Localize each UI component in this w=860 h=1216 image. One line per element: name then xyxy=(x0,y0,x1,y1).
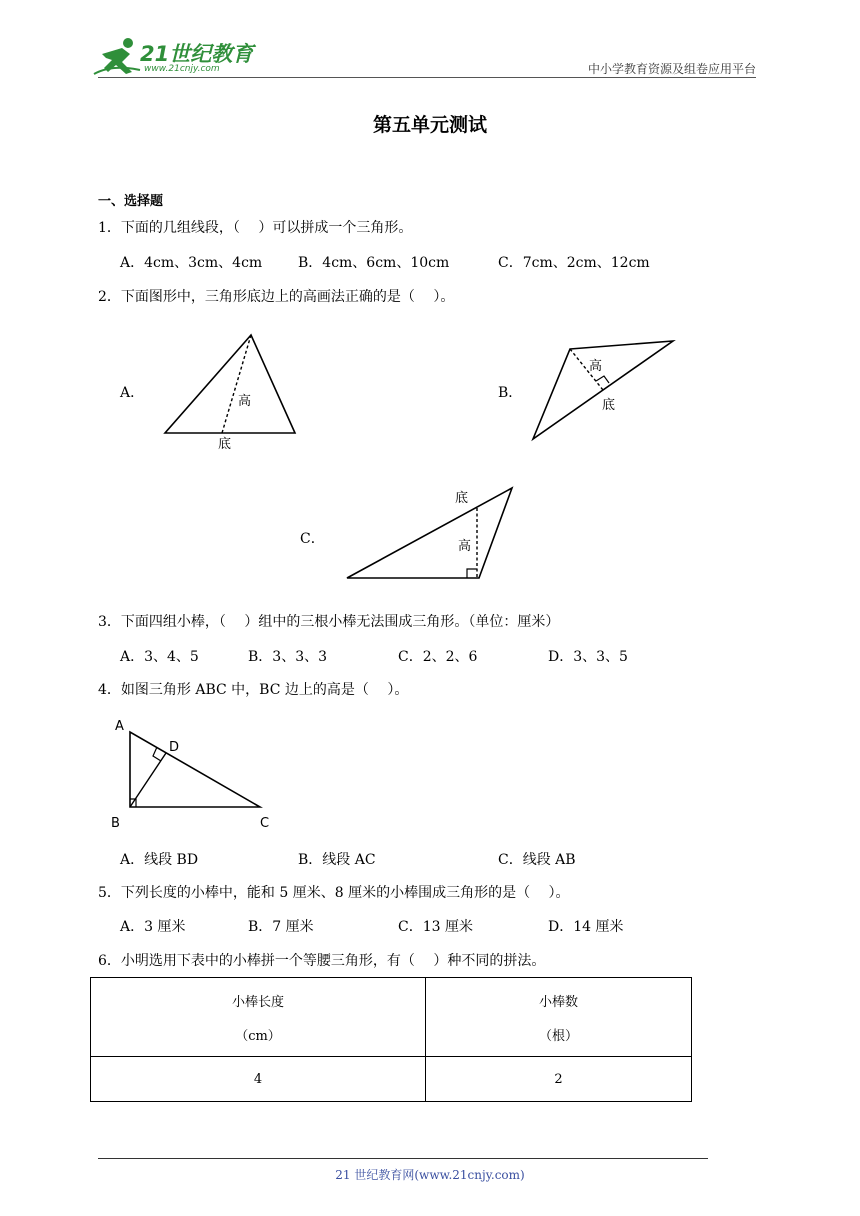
point-c-label: C xyxy=(260,816,270,831)
figure-c-triangle xyxy=(347,488,512,578)
question-2-option-a-label: A． xyxy=(120,385,145,401)
question-3-option-d: D．3、3、5 xyxy=(548,649,628,665)
question-1-option-c: C．7cm、2cm、12cm xyxy=(498,255,650,271)
question-6-stem: 6．小明选用下表中的小棒拼一个等腰三角形，有（ ）种不同的拼法。 xyxy=(98,953,546,969)
question-1-option-a: A．4cm、3cm、4cm xyxy=(120,255,263,271)
question-5-option-c: C．13 厘米 xyxy=(398,919,473,935)
footer-text: 21 世纪教育网(www.21cnjy.com) xyxy=(335,1168,525,1182)
question-1-option-b: B．4cm、6cm、10cm xyxy=(298,255,450,271)
table-header-row xyxy=(91,978,692,1057)
header-length-line1: 小棒长度 xyxy=(231,994,284,1010)
question-4-option-b: B．线段 AC xyxy=(298,852,376,868)
page-title: 第五单元测试 xyxy=(372,114,487,136)
question-4-stem: 4．如图三角形 ABC 中，BC 边上的高是（ ）。 xyxy=(98,682,409,698)
table-header-length xyxy=(91,978,426,1057)
figure-c-base-label: 底 xyxy=(455,491,469,506)
question-2-option-b-label: B． xyxy=(498,385,523,401)
header-count-line1: 小棒数 xyxy=(538,994,578,1010)
figure-a-base-label: 底 xyxy=(218,437,232,452)
question-5-option-d: D．14 厘米 xyxy=(548,919,624,935)
point-b-label: B xyxy=(111,816,120,831)
question-3-option-c: C．2、2、6 xyxy=(398,649,478,665)
question-5-option-a: A．3 厘米 xyxy=(120,919,186,935)
figure-a-triangle xyxy=(165,335,295,452)
question-1-stem: 1．下面的几组线段，（ ）可以拼成一个三角形。 xyxy=(98,220,413,236)
logo-text: 21世纪教育 xyxy=(140,42,254,66)
question-2-figures xyxy=(0,0,860,600)
figure-a-height-label: 高 xyxy=(238,394,252,409)
point-a-label: A xyxy=(115,719,124,734)
figure-b-base-label: 底 xyxy=(602,398,616,413)
question-2-option-c-label: C． xyxy=(300,531,325,547)
point-d-label: D xyxy=(169,740,180,755)
question-3-option-b: B．3、3、3 xyxy=(248,649,328,665)
table-header-count xyxy=(426,978,692,1057)
table-cell-count: 2 xyxy=(426,1057,692,1102)
question-4-option-c: C．线段 AB xyxy=(498,852,576,868)
question-4-figure xyxy=(100,710,290,835)
header-platform-text: 中小学教育资源及组卷应用平台 xyxy=(587,62,756,76)
question-3-stem: 3．下面四组小棒，（ ）组中的三根小棒无法围成三角形。（单位：厘米） xyxy=(98,614,560,630)
table-row xyxy=(91,1057,692,1102)
figure-b-triangle xyxy=(533,341,673,439)
sticks-table xyxy=(90,977,692,1102)
logo-url: www.21cnjy.com xyxy=(144,64,220,74)
question-2-stem: 2．下面图形中，三角形底边上的高画法正确的是（ ）。 xyxy=(98,289,455,305)
question-3-option-a: A．3、4、5 xyxy=(120,649,199,665)
figure-b-height-label: 高 xyxy=(589,359,603,374)
question-5-stem: 5．下列长度的小棒中，能和 5 厘米、8 厘米的小棒围成三角形的是（ ）。 xyxy=(98,885,570,901)
figure-c-height-label: 高 xyxy=(458,539,472,554)
question-4-option-a: A．线段 BD xyxy=(120,852,199,868)
header-count-line2: （根） xyxy=(538,1028,578,1044)
footer-divider xyxy=(98,1158,708,1159)
question-5-option-b: B．7 厘米 xyxy=(248,919,314,935)
section-heading: 一、选择题 xyxy=(98,194,164,209)
table-cell-length: 4 xyxy=(91,1057,426,1102)
header-length-line2: （cm） xyxy=(235,1028,281,1044)
